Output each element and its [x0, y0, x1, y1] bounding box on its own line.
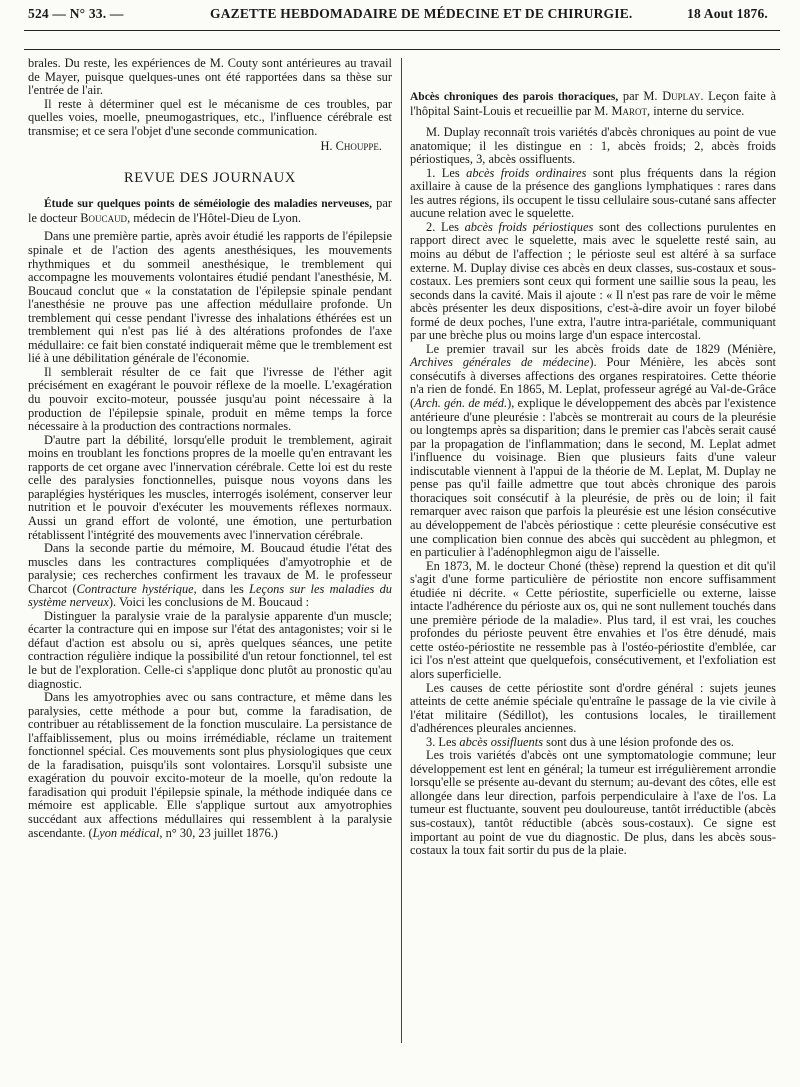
text-run: 2. Les: [426, 219, 465, 234]
italic-text: abcès ossifluents: [459, 734, 544, 749]
text-run: Dans la seconde partie du mémoire, M. Boucaud étudie l'état des muscles dans les contractures compliquées d'amyotrophie et de paralysie; ces recherches confirment les travaux de M. le professeur Charcot (: [28, 541, 392, 596]
header-rule-bottom: [24, 49, 780, 50]
journal-title: GAZETTE HEBDOMADAIRE DE MÉDECINE ET DE CHIRURGIE.: [210, 6, 633, 21]
text-run: Dans les amyotrophies avec ou sans contracture, et même dans les paralysies, cette méthode a pour but, comme la faradisation, de contribuer au rétablissement de la fonction musculaire. La persistance de l'affaiblissement, plus ou moins irrémédiable, réclame un traitement fonctionnel spécial. Ces mouvements sont plus physiologiques que ceux de la faradisation, puisqu'ils sont volontaires. Lorsqu'il subsiste une exagération du pouvoir excito-moteur de la moelle, qu'on redoute la faradisation qui produit l'épilepsie spinale, la méthode indiquée dans ce mémoire est applicable. Elle s'applique surtout aux amyotrophies succédant aux affections médullaires qui ressemblent à la paralysie ascendante. (: [28, 690, 392, 840]
paragraph: [410, 167, 776, 221]
paragraph: Il semblerait résulter de ce fait que l'ivresse de l'éther agit précisément en exagérant le pouvoir réflexe de la moelle. L'exagération du pouvoir excito-moteur, poussée jusqu'au point nécessaire à la production de l'épilepsie spinale, produit en même temps la force nécessaire à la production des contractions normales.: [28, 364, 392, 434]
paragraph: Les trois variétés d'abcès ont une symptomatologie commune; leur développement est lent en général; la tumeur est irrégulièrement arrondie lorsqu'elle se présente au-devant du sternum; au-devant des côtes, elle est allongée dans leur direction, parfois perpendiculaire à l'axe de l'os. La tumeur est fluctuante, souvent peu douloureuse, tantôt irréductible (abcès sus-costaux), tantôt réductible (abcès sous-costaux). Ce signe est important au point de vue du diagnostic. De plus, dans les abcès sous-costaux la toux fait sortir du pus de la plaie.: [410, 748, 776, 858]
article-author: Duplay: [662, 89, 701, 103]
paragraph: [28, 542, 392, 610]
paragraph: [410, 343, 776, 560]
article-heading: [410, 90, 776, 118]
byline-text: par le docteur: [28, 196, 393, 225]
text-run: ). Pour Ménière, les abcès sont consécutifs à diverses affections des organes respiratoires. Cette théorie n'a rien de fondé. En 1865, M. Leplat, professeur agrégé au Val-de-Grâce (: [410, 355, 777, 411]
article-title: Abcès chroniques des parois thoraciques,: [410, 91, 619, 103]
paragraph: D'autre part la débilité, lorsqu'elle produit le tremblement, agirait moins en troublant les fonctions propres de la moelle qu'en entravant les rapports de cet organe avec l'innervation cérébrale. Cette loi est du reste celle des paralysies fonctionnelles, puisque nous voyons dans les paraplégies hystériques les muscles, interrogés isolément, conserver leur nutrition et le pouvoir d'exécuter les mouvements réflexes normaux. Aussi un grand effort de volonté, une émotion, une perturbation rétablissent l'intégrité des mouvements avec l'innervation cérébrale.: [28, 432, 392, 542]
author-signature: H. Chouppe.: [320, 139, 382, 154]
byline-text: par M.: [618, 89, 663, 103]
italic-text: abcès froids ordinaires: [466, 165, 587, 180]
issue-date: 18 Aout 1876.: [687, 6, 768, 21]
italic-text: Lyon médical: [92, 825, 160, 840]
paragraph: Les causes de cette périostite sont d'ordre général : sujets jeunes atteints de cette anémie spéciale qu'entraîne le passage de la vie civile à l'état militaire (Sédillot), les contusions locales, le tiraillement d'adhérences pleurales anciennes.: [410, 680, 776, 736]
header-rule-top: [24, 30, 780, 31]
italic-text: Archives générales de médecine: [410, 355, 590, 370]
byline-text: , interne du service.: [647, 103, 745, 118]
text-run: ), explique le développement des abcès par l'existence antérieure d'une pleurésie : l'abcès se montrerait au cours de la pleurésie ou longtemps après sa disparition; dans le premier cas l'abcès serait causé par la propagation de l'inflammation; dans le second, M. Leplat admet l'influence du voisinage. Bien que plusieurs faits d'une valeur indiscutable viennent à l'appui de la théorie de M. Leplat, M. Duplay ne pense pas qu'il faille admettre que tout abcès chronique des parois thoraciques soit consécutif à la pleurésie, de près ou de loin; il fait remarquer avec raison que parfois la pleurésie est une lésion consécutive au développement de l'abcès périostique : cette pleurésie consécutive est une complication bien connue des abcès qui succèdent au phlegmon, et en particulier à l'adénophlegmon aigu de l'aisselle.: [410, 396, 776, 560]
column-divider: [401, 58, 402, 1043]
text-run: , dans les: [193, 581, 250, 596]
paragraph: [410, 221, 776, 343]
text-run: sont plus fréquents dans la région axillaire à cause de la présence des ganglions lymphatiques : rares dans les autres régions, ils occupent le tissu cellulaire sous-cutané sans affecter aucune relation avec le squelette.: [410, 165, 776, 221]
section-title: REVUE DES JOURNAUX: [124, 169, 296, 186]
left-column: [28, 57, 392, 840]
paragraph: En 1873, M. le docteur Choné (thèse) reprend la question et dit qu'il s'agit d'une forme particulière de périostite non encore suffisamment étudiée ni décrite. « Cette périostite, superficielle ou externe, laisse intacte l'adhérence du périoste aux os, qui ne sont nullement touchés dans une première période de la maladie». Plus tard, il est vrai, les couches profondes du périoste peuvent être envahies et l'os être dénudé, mais cette ostéo-périostite ne ressemble pas à l'ostéo-périostite d'emblée, car ici l'os n'est atteint que quelquefois, consécutivement, et l'exfoliation est alors superficielle.: [410, 558, 776, 681]
paragraph: Distinguer la paralysie vraie de la paralysie apparente d'un muscle; écarter la contracture qui en impose sur l'état des antagonistes; voir si le défaut d'action est absolu ou si, après quelques séances, une petite contraction régulière indique la possibilité d'un retour fonctionnel, tel est le but de l'exploration. Celle-ci s'applique donc plutôt au pronostic qu'au diagnostic.: [28, 608, 392, 691]
paragraph: [28, 691, 392, 840]
text-run: 3. Les: [426, 734, 460, 749]
italic-text: Contracture hystérique: [76, 581, 194, 596]
article-author: Boucaud: [80, 210, 128, 225]
page-number: 524 — N° 33. —: [28, 6, 124, 21]
italic-text: Leçons sur les maladies du système nerveux: [28, 581, 393, 610]
paragraph: Dans une première partie, après avoir étudié les rapports de l'épilepsie spinale et de l'action des agents anesthésiques, les mouvements rhythmiques et du sommeil anesthésique, le tremblement qui accompagne les mouvements volontaires étudié pendant l'anesthésie, M. Boucaud conclut que « la constatation de l'épilepsie spinale pendant l'anesthésie ne prouve pas une affection médullaire profonde. Un tremblement qui cesse pendant l'ivresse des inhalations éthérées est un tremblement qui n'est pas lié à des altérations profondes de l'axe médullaire: ce fait bien constaté indiquerait même que le tremblement est lié à une débilitation générale de l'économie.: [28, 229, 393, 366]
text-run: 1. Les: [426, 165, 467, 180]
byline-text: , médecin de l'Hôtel-Dieu de Lyon.: [127, 210, 301, 225]
intern-name: Marot: [611, 103, 647, 118]
text-run: ). Voici les conclusions de M. Boucaud :: [108, 595, 310, 610]
text-run: , n° 30, 23 juillet 1876.): [159, 825, 278, 840]
right-column: [410, 90, 776, 858]
text-run: Le premier travail sur les abcès froids date de 1829 (Ménière,: [426, 341, 776, 356]
paragraph: Il reste à déterminer quel est le mécanisme de ces troubles, par quelles voies, moelle, pneumogastriques, etc., l'influence cérébrale est transmise; et ce sera l'objet d'une seconde communication.: [28, 96, 392, 138]
article-title: Étude sur quelques points de séméiologie des maladies nerveuses,: [44, 198, 373, 211]
paragraph: brales. Du reste, les expériences de M. Couty sont antérieures au travail de Mayer, puisque quelques-unes ont été rapportées dans sa thèse sur l'entrée de l'air.: [28, 56, 392, 98]
italic-text: abcès froids périostiques: [464, 219, 594, 234]
byline-text: . Leçon faite à l'hôpital Saint-Louis et recueillie par M.: [410, 89, 777, 118]
text-run: sont des collections purulentes en rapport direct avec le squelette, mais avec le squelette resté sain, au moins au début de l'affection ; le périoste seul est altéré à sa surface externe. M. Duplay divise ces abcès en deux classes, sus-costaux et sous-costaux. Les premiers sont ceux qui forment une saillie sous la peau, les seconds dans la cavité. Mais il ajoute : « Il n'est pas rare de voir le même abcès présenter les deux dispositions, c'est-à-dire avoir un foyer bilobé formé de deux poches, l'une extra, l'autre intra-pariétale, communiquant par une brèche plus ou moins large d'un espace intercostal.: [410, 219, 776, 343]
text-run: sont dus à une lésion profonde des os.: [543, 734, 735, 749]
article-heading: [28, 197, 392, 225]
italic-text: Arch. gén. de méd.: [414, 396, 508, 411]
page-header: [22, 6, 782, 32]
paragraph: M. Duplay reconnaît trois variétés d'abcès chroniques au point de vue anatomique; il les distingue en : 1, abcès froids; 2, abcès froids périostiques, 3, abcès ossifluents.: [410, 125, 776, 167]
paragraph: [410, 736, 776, 750]
